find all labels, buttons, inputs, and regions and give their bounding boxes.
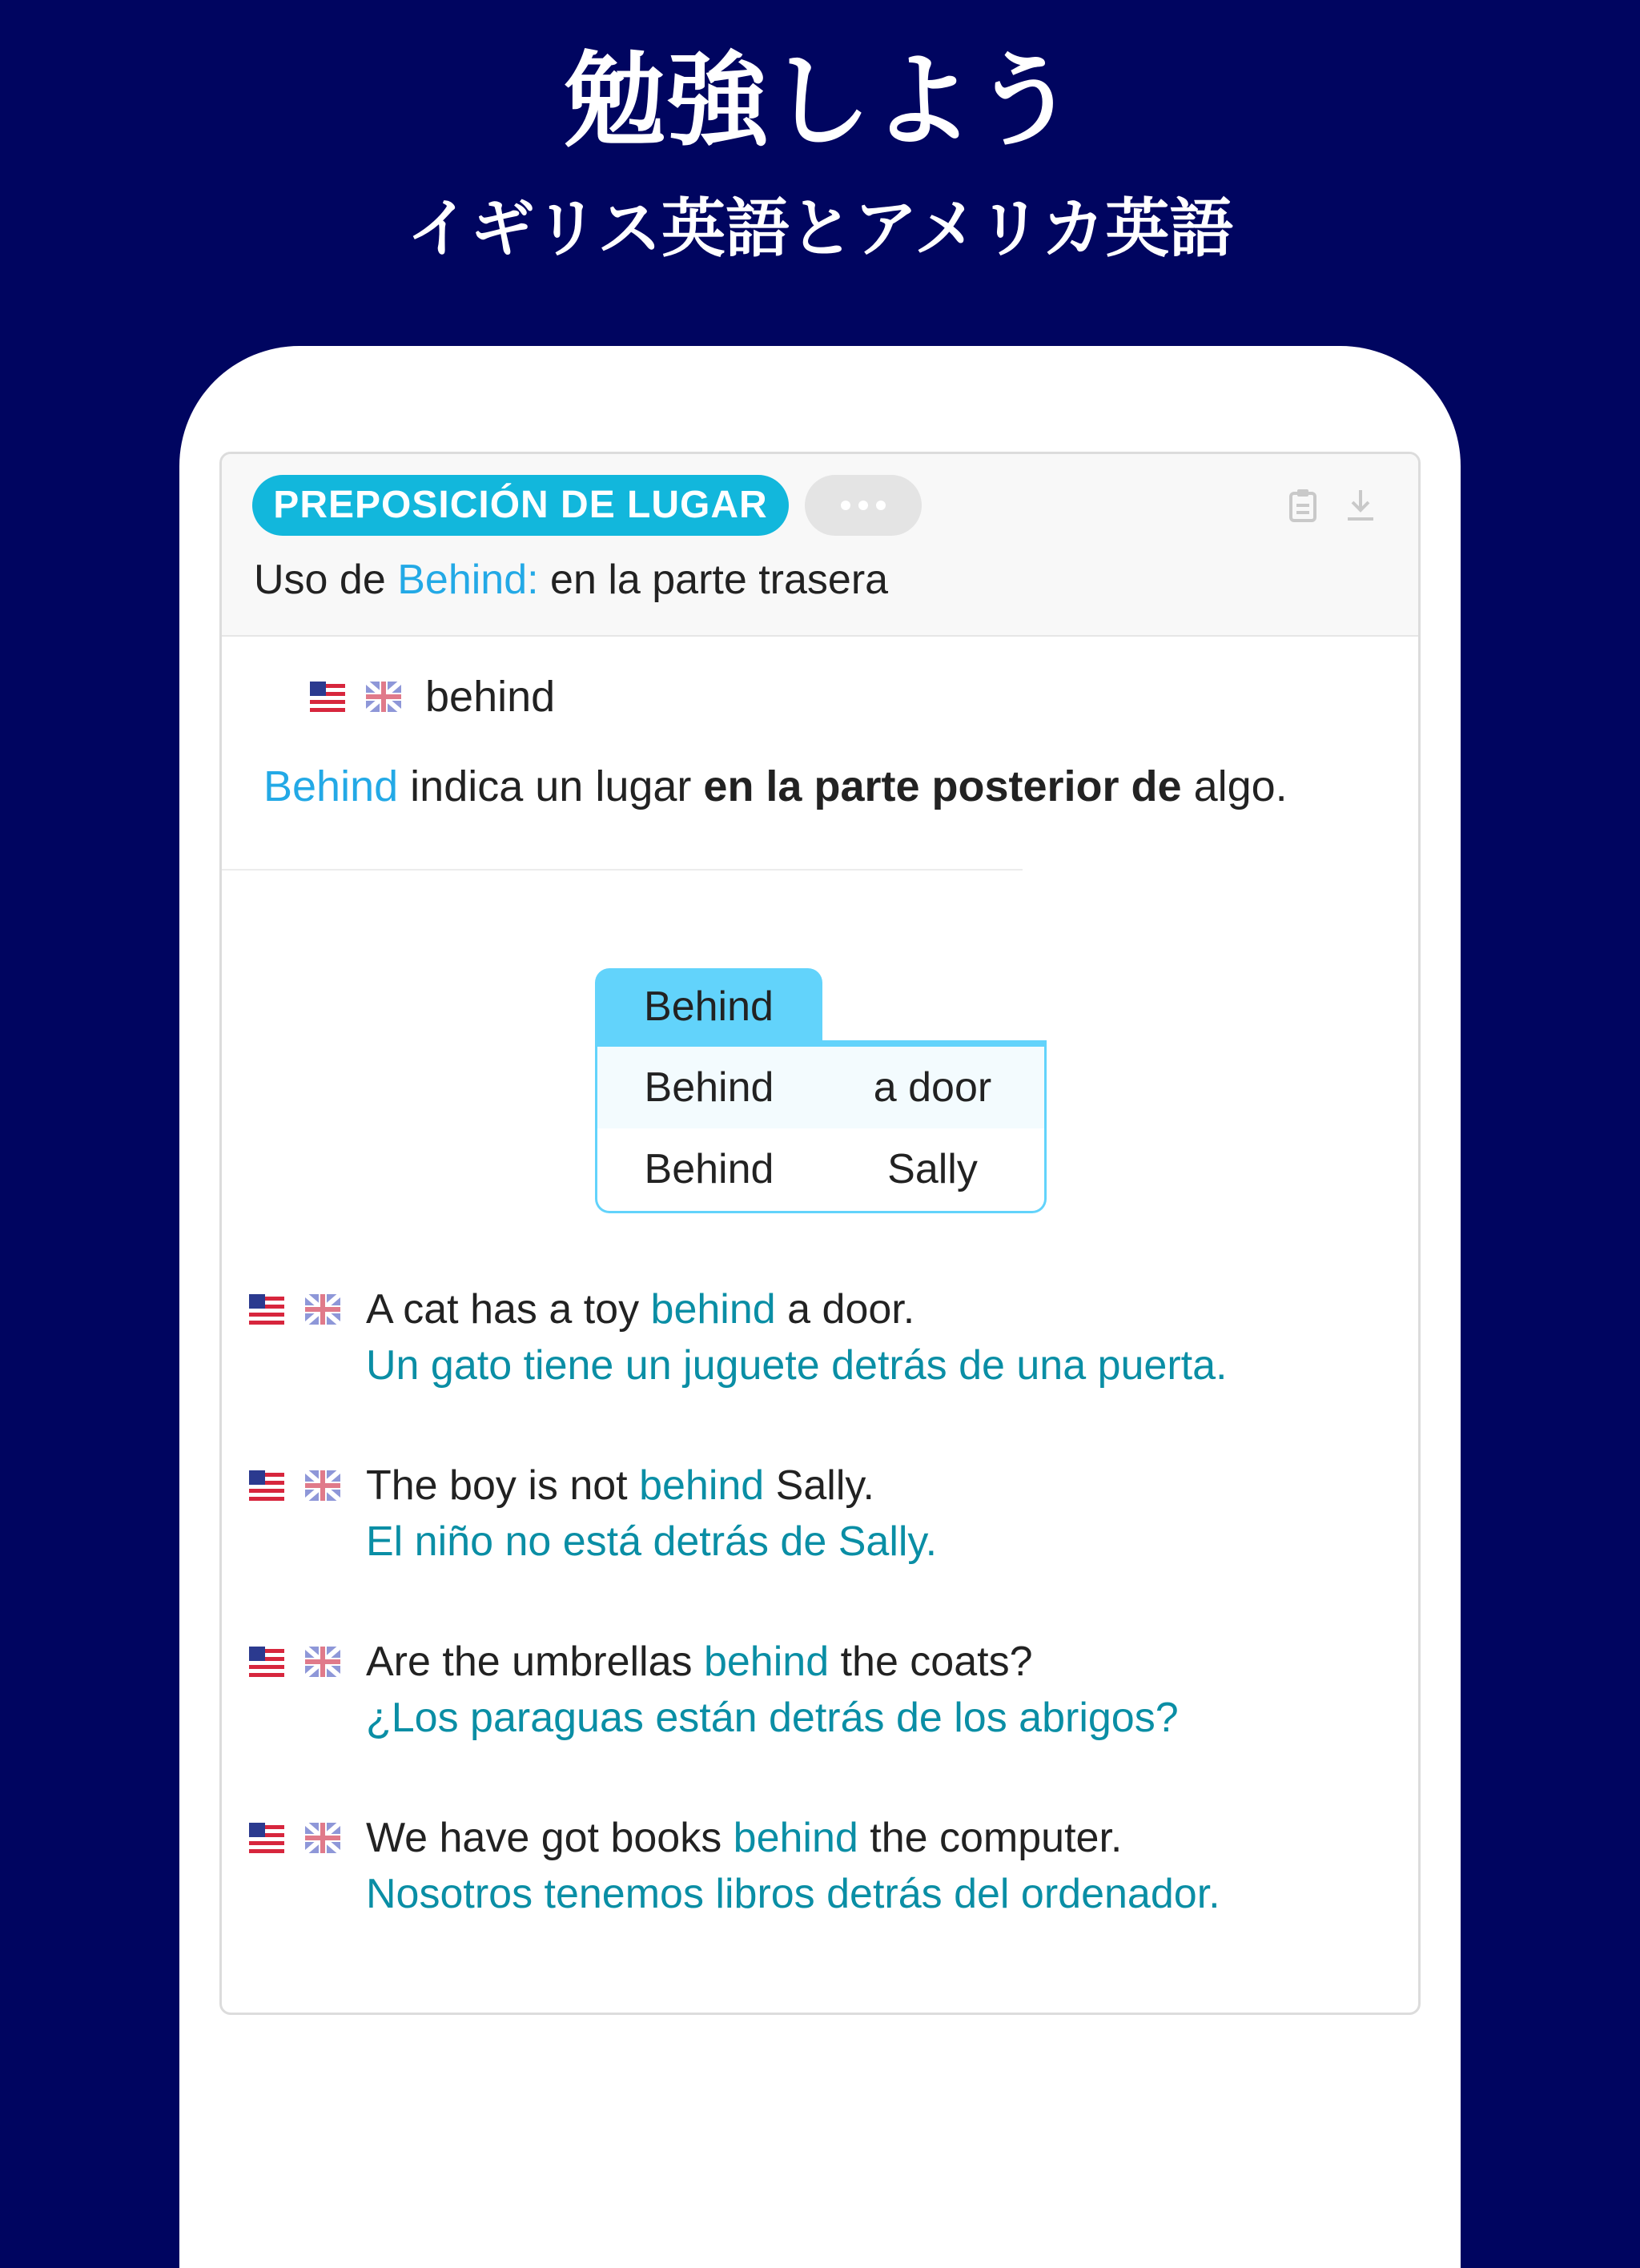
usage-line	[254, 552, 888, 608]
example-item	[222, 1810, 1421, 1938]
us-flag-speaker-icon[interactable]	[249, 1466, 284, 1506]
example-translation: ¿Los paraguas están detrás de los abrigos?	[366, 1695, 1179, 1741]
example-audio-buttons	[249, 1289, 340, 1329]
example-english	[366, 1281, 914, 1337]
device-frame	[179, 346, 1461, 2268]
us-flag-speaker-icon[interactable]	[249, 1818, 284, 1858]
usage-prefix: Uso de	[254, 557, 398, 603]
more-dots-icon	[841, 501, 850, 510]
table-row	[597, 1128, 1044, 1210]
headline: 勉強しよう	[563, 42, 1076, 161]
example-before: The boy is not	[366, 1462, 640, 1509]
example-item	[222, 1634, 1421, 1762]
example-audio-buttons	[249, 1466, 340, 1506]
uk-flag-speaker-icon[interactable]	[305, 1642, 340, 1682]
lesson-card	[219, 452, 1421, 2015]
grammar-table	[595, 968, 1047, 1213]
example-item	[222, 1458, 1421, 1586]
uk-flag-speaker-icon[interactable]	[305, 1818, 340, 1858]
example-audio-buttons	[249, 1642, 340, 1682]
usage-word: Behind:	[397, 557, 539, 603]
grammar-table-header: Behind	[595, 968, 822, 1045]
example-translation: Un gato tiene un juguete detrás de una puerta.	[366, 1342, 1228, 1389]
example-keyword: behind	[703, 1639, 830, 1685]
vocab-word: behind	[425, 673, 556, 721]
example-before: We have got books	[366, 1815, 734, 1861]
table-cell: Behind	[644, 1064, 774, 1111]
example-after: the computer.	[858, 1815, 1123, 1861]
example-audio-buttons	[249, 1818, 340, 1858]
definition-end: algo.	[1181, 762, 1288, 810]
example-translation: El niño no está detrás de Sally.	[366, 1518, 938, 1565]
definition-mid: indica un lugar	[398, 762, 704, 810]
uk-flag-speaker-icon[interactable]	[305, 1466, 340, 1506]
table-cell: Sally	[887, 1146, 978, 1192]
grammar-table-body	[595, 1040, 1047, 1213]
clipboard-icon[interactable]	[1287, 488, 1319, 523]
example-before: Are the umbrellas	[366, 1639, 704, 1685]
example-keyword: behind	[639, 1462, 765, 1509]
table-cell: a door	[873, 1064, 992, 1111]
table-cell: Behind	[644, 1146, 774, 1192]
example-after: a door.	[775, 1286, 915, 1333]
divider	[222, 869, 1023, 871]
definition-word: Behind	[263, 762, 399, 810]
more-button[interactable]	[805, 475, 922, 536]
category-tag[interactable]: PREPOSICIÓN DE LUGAR	[252, 475, 789, 536]
example-translation: Nosotros tenemos libros detrás del ordenador.	[366, 1871, 1220, 1917]
us-flag-speaker-icon[interactable]	[310, 677, 345, 717]
card-header	[222, 454, 1418, 637]
uk-flag-speaker-icon[interactable]	[305, 1289, 340, 1329]
us-flag-speaker-icon[interactable]	[249, 1642, 284, 1682]
subheadline: イギリス英語とアメリカ英語	[406, 191, 1234, 266]
us-flag-speaker-icon[interactable]	[249, 1289, 284, 1329]
example-english	[366, 1634, 1033, 1690]
example-before: A cat has a toy	[366, 1286, 651, 1333]
definition-bold: en la parte posterior de	[703, 762, 1182, 810]
uk-flag-speaker-icon[interactable]	[366, 677, 401, 717]
table-row	[597, 1047, 1044, 1128]
word-audio-buttons	[310, 677, 401, 717]
example-keyword: behind	[650, 1286, 776, 1333]
example-english	[366, 1810, 1122, 1866]
definition	[263, 758, 1288, 814]
example-english	[366, 1458, 874, 1514]
example-after: the coats?	[829, 1639, 1033, 1685]
example-keyword: behind	[733, 1815, 858, 1861]
usage-suffix: en la parte trasera	[538, 557, 889, 603]
example-item	[222, 1281, 1421, 1409]
download-icon[interactable]	[1345, 488, 1377, 523]
example-after: Sally.	[764, 1462, 874, 1509]
